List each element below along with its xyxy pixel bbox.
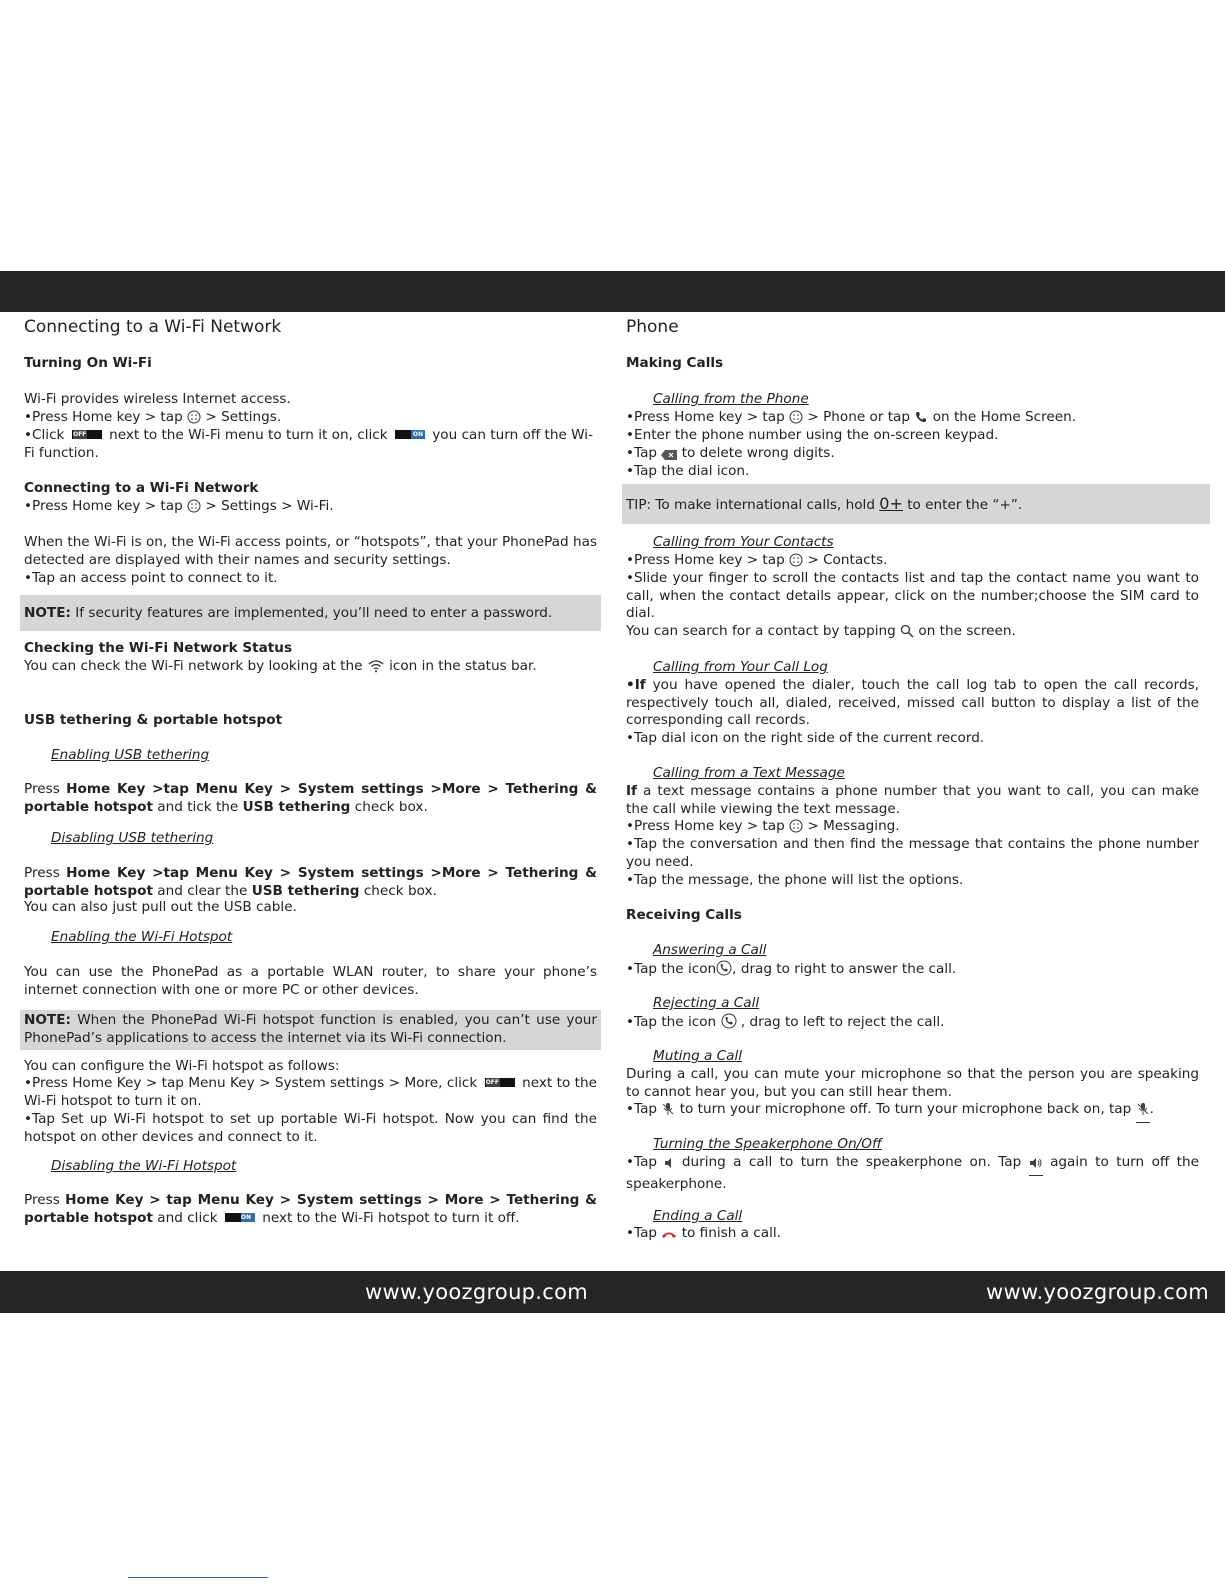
text-paragraph: •Tap during a call to turn the speakerphone on. Tap again to turn off the speakerphone. (626, 1154, 1199, 1192)
text-line: •Tap an access point to connect to it. (24, 570, 278, 586)
text-line: •Tap to turn your microphone off. To turn your microphone back on, tap . (626, 1101, 1199, 1123)
text-paragraph: Press Home Key > tap Menu Key > System settings > More > Tethering & portable hotspot and click ON next to the Wi-Fi hotspot to turn it off. (24, 1192, 597, 1226)
text-paragraph: Press Home Key >tap Menu Key > System settings >More > Tethering & portable hotspot and clear the USB tethering check box. (24, 865, 597, 899)
toggle-on-icon: ON (225, 1213, 255, 1222)
footer-url-right: www.yoozgroup.com (986, 1280, 1210, 1304)
heading-turning-on-wifi: Turning On Wi-Fi (24, 355, 152, 371)
text-paragraph: •Tap Set up Wi-Fi hotspot to set up portable Wi-Fi hotspot. Now you can find the hotspot on other devices and connect to it. (24, 1111, 597, 1145)
note-hotspot: NOTE: When the PhonePad Wi-Fi hotspot function is enabled, you can’t use your PhonePad’s applications to access the internet via its Wi-Fi connection. (20, 1010, 601, 1050)
tip-international: TIP: To make international calls, hold 0+ to enter the “+”. (622, 484, 1210, 524)
subheading-speakerphone: Turning the Speakerphone On/Off (653, 1136, 882, 1152)
heading-receiving-calls: Receiving Calls (626, 907, 742, 923)
text-paragraph: Press Home Key >tap Menu Key > System settings >More > Tethering & portable hotspot and tick the USB tethering check box. (24, 781, 597, 815)
heading-wifi-status: Checking the Wi-Fi Network Status (24, 640, 293, 656)
text-line: You can configure the Wi-Fi hotspot as follows: (24, 1058, 340, 1074)
subheading-ending: Ending a Call (653, 1208, 743, 1224)
text-line: •Tap to finish a call. (626, 1225, 1199, 1246)
text-paragraph: •Press Home Key > tap Menu Key > System settings > More, click OFF next to the Wi-Fi hotspot to turn it on. (24, 1075, 597, 1109)
text-line: You can also just pull out the USB cable. (24, 899, 297, 915)
text-line: •Press Home key > tap > Settings. (24, 409, 597, 430)
text-line: •Enter the phone number using the on-screen keypad. (626, 427, 999, 443)
text-paragraph: •Slide your finger to scroll the contacts list and tap the contact name you want to call, when the contact details appear, click on the number;choose the SIM card to dial. (626, 570, 1199, 622)
footer-url-left: www.yoozgroup.com (365, 1280, 589, 1304)
subheading-disabling-hotspot: Disabling the Wi-Fi Hotspot (51, 1158, 237, 1174)
heading-connecting: Connecting to a Wi-Fi Network (24, 480, 259, 496)
text-line: •Press Home key > tap > Contacts. (626, 552, 1199, 573)
subheading-enabling-usb: Enabling USB tethering (51, 747, 210, 763)
wifi-icon (367, 659, 385, 679)
text-paragraph: You can use the PhonePad as a portable WLAN router, to share your phone’s internet connection with one or more PC or other devices. (24, 964, 597, 998)
toggle-off-icon: OFF (72, 430, 102, 439)
unmute-mic-icon (1136, 1102, 1150, 1123)
end-call-icon (661, 1228, 677, 1246)
text-line: Wi-Fi provides wireless Internet access. (24, 391, 291, 407)
header-bar (0, 271, 1225, 312)
text-line: •Tap the dial icon. (626, 463, 750, 479)
text-paragraph: During a call, you can mute your microphone so that the person you are speaking to cannot hear you, but you can still hear them. (626, 1066, 1199, 1100)
text-line: •Tap dial icon on the right side of the current record. (626, 730, 985, 746)
text-line: •Press Home key > tap > Settings > Wi-Fi. (24, 498, 597, 519)
subheading-answering: Answering a Call (653, 942, 767, 958)
text-line: You can check the Wi-Fi network by looking at the icon in the status bar. (24, 658, 597, 679)
note-security: NOTE: If security features are implemented, you’ll need to enter a password. (20, 595, 601, 631)
subheading-calling-from-call-log: Calling from Your Call Log (653, 659, 828, 675)
reject-call-icon (721, 1013, 737, 1035)
text-paragraph: •If you have opened the dialer, touch the call log tab to open the call records, respectively touch all, dialed, received, missed call button to display a list of the corresponding call records. (626, 677, 1199, 729)
toggle-on-icon: ON (395, 430, 425, 439)
subheading-muting: Muting a Call (653, 1048, 743, 1064)
subheading-calling-from-contacts: Calling from Your Contacts (653, 534, 834, 550)
heading-making-calls: Making Calls (626, 355, 724, 371)
subheading-rejecting: Rejecting a Call (653, 995, 760, 1011)
subheading-calling-from-text-message: Calling from a Text Message (653, 765, 845, 781)
bottom-link-line (128, 1577, 268, 1578)
search-icon (900, 624, 914, 644)
zero-plus-key-icon: 0+ (879, 494, 903, 513)
speaker-icon (664, 1157, 674, 1175)
text-line: •Press Home key > tap > Messaging. (626, 818, 1199, 839)
section-title-phone: Phone (626, 317, 679, 337)
text-line: •Tap the icon , drag to left to reject the call. (626, 1013, 1199, 1035)
toggle-off-icon: OFF (485, 1078, 515, 1087)
answer-call-icon (716, 960, 732, 982)
apps-icon (187, 499, 201, 519)
subheading-calling-from-phone: Calling from the Phone (653, 391, 809, 407)
text-line: •Tap to delete wrong digits. (626, 445, 1199, 466)
mute-mic-icon (661, 1102, 675, 1122)
subheading-disabling-usb: Disabling USB tethering (51, 830, 214, 846)
section-title-wifi: Connecting to a Wi-Fi Network (24, 317, 282, 337)
heading-usb-tethering: USB tethering & portable hotspot (24, 712, 283, 728)
subheading-enabling-hotspot: Enabling the Wi-Fi Hotspot (51, 929, 233, 945)
text-paragraph: •Tap the conversation and then find the message that contains the phone number you need. (626, 836, 1199, 870)
text-paragraph: When the Wi-Fi is on, the Wi-Fi access points, or “hotspots”, that your PhonePad has detected are displayed with their names and security settings. (24, 534, 597, 568)
text-line: •Tap the icon , drag to right to answer the call. (626, 960, 1199, 982)
text-line: •Press Home key > tap > Phone or tap on the Home Screen. (626, 409, 1199, 430)
speaker-on-icon (1029, 1157, 1043, 1176)
text-line: •Click OFF next to the Wi-Fi menu to turn it on, click ON you can turn off the Wi-Fi function. (24, 427, 593, 461)
text-line: •Tap the message, the phone will list the options. (626, 872, 964, 888)
text-paragraph: If a text message contains a phone number that you want to call, you can make the call while viewing the text message. (626, 783, 1200, 817)
text-line: You can search for a contact by tapping on the screen. (626, 623, 1199, 644)
